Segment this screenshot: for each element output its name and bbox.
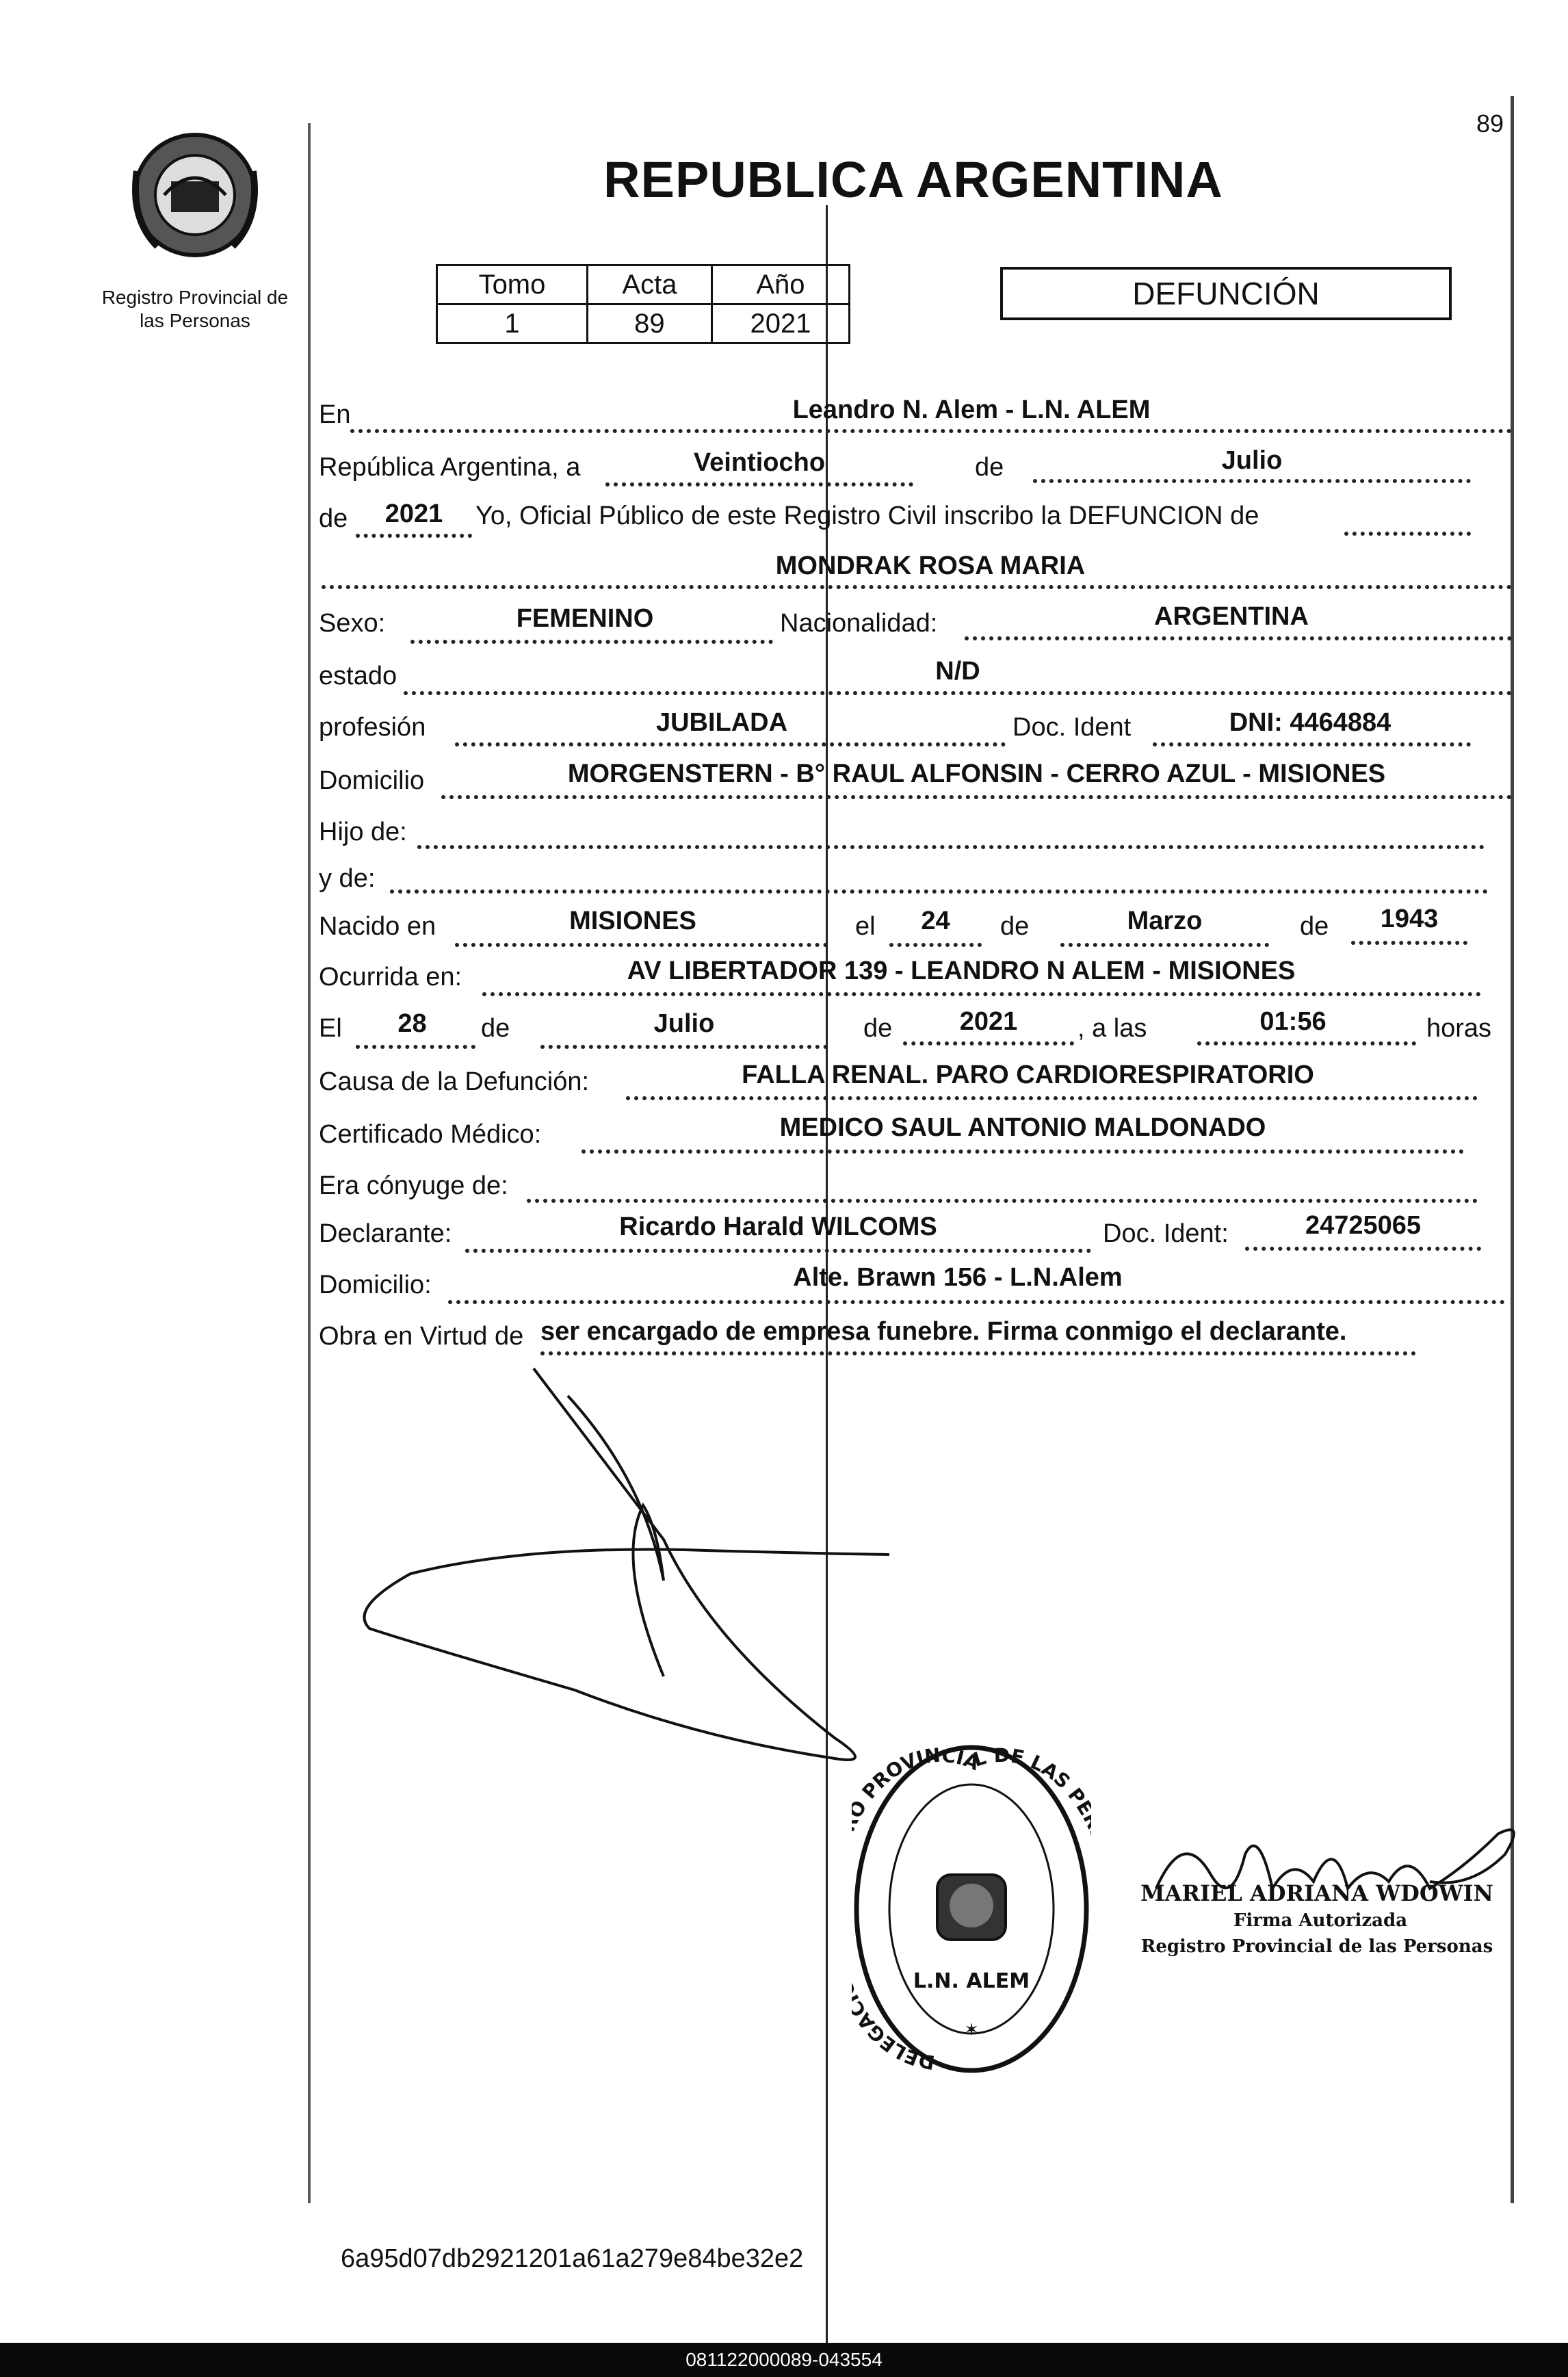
label-de-anio: de	[319, 504, 348, 533]
dots-sexo	[410, 640, 773, 644]
declarant-signature-icon	[356, 1355, 917, 1772]
dots-mes	[1033, 479, 1471, 483]
dots-nacido-en	[455, 943, 828, 947]
label-en: En	[319, 400, 351, 429]
value-domicilio: MORGENSTERN - B° RAUL ALFONSIN - CERRO AZUL - MISIONES	[567, 759, 1386, 788]
label-domicilio-decl: Domicilio:	[319, 1271, 432, 1299]
value-def-anio: 2021	[959, 1007, 1018, 1036]
value-sexo: FEMENINO	[516, 604, 654, 633]
dots-def-anio	[903, 1041, 1074, 1045]
label-el-nac: el	[855, 912, 876, 941]
label-nacionalidad: Nacionalidad:	[780, 609, 938, 638]
value-def-dia: 28	[397, 1009, 427, 1038]
value-certificado: MEDICO SAUL ANTONIO MALDONADO	[779, 1113, 1266, 1142]
dots-hijo-de	[417, 845, 1485, 849]
dots-certificado	[582, 1149, 1464, 1154]
record-type-box	[1000, 267, 1452, 320]
dots-y-de	[390, 889, 1488, 894]
value-declarante: Ricardo Harald WILCOMS	[619, 1212, 937, 1241]
signatory-office: Registro Provincial de las Personas	[1140, 1936, 1493, 1957]
value-nac-mes: Marzo	[1127, 907, 1203, 935]
dots-estado	[404, 691, 1512, 695]
label-sexo: Sexo:	[319, 609, 386, 638]
value-obra: ser encargado de empresa funebre. Firma conmigo el declarante.	[540, 1317, 1347, 1346]
dots-doc-ident	[1153, 742, 1471, 746]
label-hijo-de: Hijo de:	[319, 818, 407, 846]
dots-nac-anio	[1351, 941, 1467, 945]
label-estado: estado	[319, 662, 397, 690]
value-nac-dia: 24	[921, 907, 950, 935]
label-a-las: , a las	[1077, 1014, 1147, 1043]
province-logo	[123, 123, 267, 267]
dots-hora	[1197, 1041, 1416, 1045]
registry-table	[436, 264, 850, 344]
value-dia-letras: Veintiocho	[693, 448, 826, 477]
dots-profesion	[455, 742, 1006, 746]
label-de-mes: de	[975, 453, 1004, 482]
header-anio: Año	[711, 265, 849, 304]
registry-label: Registro Provincial de las Personas	[101, 287, 289, 331]
document-hash: 6a95d07db2921201a61a279e84be32e2	[341, 2244, 804, 2273]
signatory-role: Firma Autorizada	[1233, 1910, 1408, 1931]
label-el-def: El	[319, 1014, 342, 1043]
value-nac-anio: 1943	[1380, 905, 1439, 933]
label-de-nac-anio: de	[1300, 912, 1329, 941]
dots-inscribo	[1344, 532, 1471, 536]
label-certificado: Certificado Médico:	[319, 1120, 542, 1149]
value-documento: DNI: 4464884	[1229, 708, 1391, 737]
label-doc-ident: Doc. Ident	[1012, 713, 1132, 742]
value-mes: Julio	[1221, 446, 1283, 475]
dots-nombre	[322, 585, 1512, 589]
value-profesion: JUBILADA	[655, 708, 788, 737]
label-inscribo: Yo, Oficial Público de este Registro Civil inscribo la DEFUNCION de	[475, 502, 1259, 530]
dots-declarante	[465, 1249, 1091, 1253]
record-type: DEFUNCIÓN	[1132, 276, 1320, 311]
label-de-nac-mes: de	[1000, 912, 1030, 941]
value-nacido-en: MISIONES	[569, 907, 696, 935]
label-nacido-en: Nacido en	[319, 912, 436, 941]
dots-declarante-doc	[1245, 1247, 1481, 1251]
page-number: 89	[1476, 109, 1504, 138]
footer-bar	[0, 2343, 1568, 2377]
dots-domicilio-decl	[448, 1300, 1505, 1304]
coat-of-arms-icon	[123, 123, 267, 267]
official-seal	[852, 1741, 1091, 2077]
label-obra: Obra en Virtud de	[319, 1322, 524, 1351]
dots-def-dia	[356, 1045, 475, 1049]
dots-causa	[626, 1096, 1478, 1100]
dots-anio	[356, 534, 472, 538]
label-conyuge: Era cónyuge de:	[319, 1171, 508, 1200]
label-doc-ident-decl: Doc. Ident:	[1103, 1219, 1229, 1248]
value-def-mes: Julio	[653, 1009, 715, 1038]
footer-code: 081122000089-043554	[685, 2349, 883, 2370]
signatory-name: MARIEL ADRIANA WDOWIN	[1140, 1880, 1493, 1906]
value-nacionalidad: ARGENTINA	[1154, 602, 1309, 631]
label-de-def-anio: de	[863, 1014, 893, 1043]
seal-star-icon: ✶	[964, 2019, 979, 2040]
dots-en	[350, 429, 1512, 433]
value-lugar: Leandro N. Alem - L.N. ALEM	[792, 395, 1151, 424]
dots-conyuge	[527, 1199, 1478, 1203]
dots-ocurrida	[482, 992, 1481, 996]
label-de-def-mes: de	[481, 1014, 510, 1043]
label-declarante: Declarante:	[319, 1219, 452, 1248]
value-anio-reg: 2021	[384, 499, 443, 528]
dots-domicilio	[441, 795, 1512, 799]
label-causa: Causa de la Defunción:	[319, 1067, 590, 1096]
value-nombre: MONDRAK ROSA MARIA	[775, 551, 1086, 580]
value-acta: 89	[587, 304, 711, 343]
value-declarante-domicilio: Alte. Brawn 156 - L.N.Alem	[793, 1263, 1123, 1292]
value-causa: FALLA RENAL. PARO CARDIORESPIRATORIO	[742, 1061, 1314, 1089]
label-profesion: profesión	[319, 713, 426, 742]
label-horas: horas	[1426, 1014, 1492, 1043]
label-republica: República Argentina, a	[319, 453, 581, 482]
value-anio: 2021	[711, 304, 849, 343]
header-acta: Acta	[587, 265, 711, 304]
dots-def-mes	[540, 1045, 828, 1049]
dots-nacionalidad	[965, 636, 1512, 640]
seal-center-text: L.N. ALEM	[913, 1969, 1030, 1993]
left-margin-line	[308, 123, 311, 2203]
value-declarante-doc: 24725065	[1305, 1211, 1422, 1240]
official-seal-icon	[852, 1741, 1091, 2077]
label-y-de: y de:	[319, 864, 376, 893]
label-ocurrida-en: Ocurrida en:	[319, 963, 462, 991]
label-domicilio: Domicilio	[319, 766, 425, 795]
seal-ring-text: DELEGA PROVINCIAL DE LAS P	[852, 1743, 1090, 2074]
dots-nac-mes	[1060, 943, 1269, 947]
dots-nac-dia	[889, 943, 982, 947]
value-estado: N/D	[935, 657, 980, 686]
header-tomo: Tomo	[437, 265, 588, 304]
value-ocurrida-en: AV LIBERTADOR 139 - LEANDRO N ALEM - MISIONES	[627, 957, 1296, 985]
dots-dia	[605, 482, 913, 486]
page-title: REPUBLICA ARGENTINA	[603, 151, 1223, 208]
value-hora: 01:56	[1259, 1007, 1327, 1036]
value-tomo: 1	[437, 304, 588, 343]
